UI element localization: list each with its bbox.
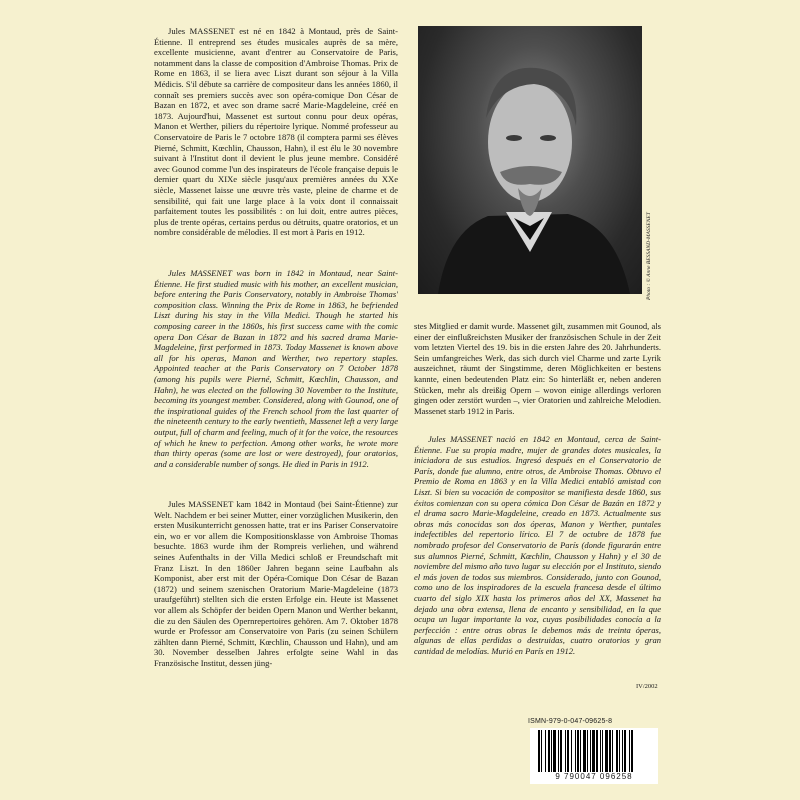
barcode-bar <box>605 730 608 772</box>
barcode-bar <box>558 730 559 772</box>
barcode-bar <box>577 730 579 772</box>
barcode-bar <box>575 730 576 772</box>
barcode-bar <box>622 730 623 772</box>
barcode-bar <box>602 730 603 772</box>
barcode-bar <box>560 730 562 772</box>
ismn-number: ISMN-979-0-047-09625-8 <box>528 718 613 725</box>
barcode-bar <box>580 730 581 772</box>
english-paragraph: Jules MASSENET was born in 1842 in Montaud, near Saint-Étienne. He first studied music with his mother, an excellent musician, before entering the Paris Conservatory, notably in Ambroise Thomas' composition class. Winning the Prix de Rome in 1863, he befriended Liszt during his stay in the Villa Medici. Though he started his composing career in the 1860s, his first success came with the comic opera Don César de Bazan in 1872 and his sacred drama Marie-Magdeleine, first performed in 1873. Today Massenet is known above all for his operas, Manon and Werther, two repertory staples. Appointed teacher at the Paris Conservatory on 7 October 1878 (among his pupils were Pierné, Schmitt, Kœchlin, Chausson, and Hahn), he was elected on the following 30 November to the Institute, becoming its youngest member. Considered, along with Gounod, one of the inspirational guides of the French school from the last quarter of the nineteenth century to the early twentieth, Massenet left a very large output, full of charm and feeling, much of it for the voice, the resources of which he knew to perfection. Among other works, he wrote more than thirty operas (some are lost or were destroyed), four oratorios, and a considerable number of songs. He died in Paris in 1912. <box>154 268 398 469</box>
barcode-bar <box>551 730 552 772</box>
barcode-bar <box>571 730 572 772</box>
barcode-bar <box>583 730 586 772</box>
barcode-bar <box>631 730 633 772</box>
barcode-bar <box>596 730 598 772</box>
barcode-bar <box>553 730 556 772</box>
german-paragraph: Jules MASSENET kam 1842 in Montaud (bei Saint-Étienne) zur Welt. Nachdem er bei seiner Mutter, einer vorzüglichen Musikerin, den ersten Musikunterricht genossen hatte, trat er ins Pariser Conservatoire ein, wo er vor allem die Kompositionsklasse von Ambroise Thomas besuchte. 1863 wurde ihm der Rompreis verliehen, und während seines Aufenthalts in der Villa Medici schloß er Freundschaft mit Franz Liszt. In den 1860er Jahren begann seine Laufbahn als Komponist, aber erst mit der Opéra-Comique Don César de Bazan (1872) und seinem szenischen Oratorium Marie-Magdeleine (1873 uraufgeführt) stellten sich die ersten Erfolge ein. Heute ist Massenet vor allem als Schöpfer der beiden Opern Manon und Werther bekannt, die zu den Säulen des Opernrepertoires gehören. Am 7. Oktober 1878 wurde er Professor am Conservatoire von Paris (zu seinen Schülern zählten dann Pierné, Schmitt, Kœchlin, Chausson und Hahn), und am 30. November desselben Jahres erfolgte seine Wahl in das Französische Institut, dessen jüng- <box>154 499 398 668</box>
barcode-bar <box>619 730 620 772</box>
barcode-bar <box>592 730 595 772</box>
barcode-bar <box>587 730 588 772</box>
barcode-bar <box>629 730 630 772</box>
spanish-paragraph: Jules MASSENET nació en 1842 en Montaud, cerca de Saint-Étienne. Fue su propia madre, mujer de grandes dotes musicales, la iniciadora de sus estudios. Ingresó después en el Conservatorio de París, donde fue alumno, entre otros, de Ambroise Thomas. Obtuvo el Premio de Roma en 1863 y en la Villa Medici entabló amistad con Liszt. Si bien su vocación de compositor se manifiesta desde 1860, sus éxitos comienzan con su opera cómica Don César de Bazán en 1872 y el drama sacro Marie-Magdeleine, creado en 1873. Actualmente sus obras más conocidas son dos óperas, Manon y Werther, puntales indefectibles del repertorio lírico. El 7 de octubre de 1878 fue nombrado profesor del Conservatorio de París (donde figurarán entre sus alumnos Pierné, Schmitt, Kœchlin, Chausson y Hahn) y el 30 de noviembre del mismo año tuvo lugar su elección por el Instituto, siendo el más joven de todos sus miembros. Considerado, junto con Gounod, como uno de los inspiradores de la escuela francesa desde el último cuarto del siglo XIX hasta los primeros años del XX, Massenet ha dejado una obra extensa, llena de encanto y sensibilidad, en la que ocupa un lugar importante la voz, cuyas posibilidades conocía a la perfección : entre otras obras le debemos más de treinta óperas, algunas de ellas perdidas o destruidas, cuatro oratorios y gran cantidad de melodías. Murió en París en 1912. <box>414 434 661 656</box>
barcode-bar <box>545 730 546 772</box>
german-biography-continued <box>414 321 661 416</box>
barcode-bar <box>541 730 542 772</box>
barcode-bar <box>600 730 601 772</box>
spanish-biography <box>414 434 661 656</box>
barcode <box>530 728 658 784</box>
portrait-photo <box>418 26 642 294</box>
barcode-bar <box>624 730 626 772</box>
german-biography <box>154 499 398 669</box>
english-biography <box>154 268 398 469</box>
barcode-digits: 9 790047 096258 <box>555 772 633 781</box>
french-paragraph: Jules MASSENET est né en 1842 à Montaud, près de Saint-Étienne. Il entreprend ses études musicales auprès de sa mère, excellente musicienne, avant d'entrer au Conservatoire de Paris, notamment dans la classe de composition d'Ambroise Thomas. Prix de Rome en 1863, il se liera avec Liszt durant son séjour à la Villa Médicis. S'il débute sa carrière de compositeur dans les années 1860, il connaît ses premiers succès avec son opéra-comique Don César de Bazan en 1872, et avec son drame sacré Marie-Magdeleine, créé en 1873. Aujourd'hui, Massenet est surtout connu pour deux opéras, Manon et Werther, piliers du répertoire lyrique. Nommé professeur au Conservatoire de Paris le 7 octobre 1878 (il comptera parmi ses élèves Pierné, Schmitt, Kœchlin, Chausson, Hahn), il est élu le 30 novembre suivant à l'Institut dont il devient le plus jeune membre. Considéré avec Gounod comme l'un des inspirateurs de l'école française depuis le dernier quart du XIXe siècle jusqu'aux premières années du XXe siècle, Massenet laisse une œuvre très vaste, pleine de charme et de sensibilité, qui fait une large place à la voix dont il connaissait parfaitement toutes les possibilités : on lui doit, entre autres pièces, plus de trente opéras, certains perdus ou détruits, quatre oratorios, et un nombre considérable de mélodies. Il est mort à Paris en 1912. <box>154 26 398 238</box>
barcode-bar <box>609 730 611 772</box>
barcode-bar <box>590 730 591 772</box>
portrait-illustration <box>418 26 642 294</box>
german-paragraph-continued: stes Mitglied er damit wurde. Massenet gilt, zusammen mit Gounod, als einer der einflußreichsten Musiker der französischen Schule in der Zeit vom letzten Viertel des 19. bis in die ersten Jahre des 20. Jahrhunderts. Sein umfangreiches Werk, das sich durch viel Charme und zarte Lyrik auszeichnet, räumt der Singstimme, deren Möglichkeiten er bestens kannte, einen bedeutenden Platz ein: So hinterläßt er, neben anderen Stücken, mehr als dreißig Opern – wovon einige allerdings verloren gingen oder zerstört wurden –, vier Oratorien und zahlreiche Melodien. Massenet starb 1912 in Paris. <box>414 321 661 416</box>
barcode-bar <box>538 730 540 772</box>
french-biography <box>154 26 398 238</box>
barcode-bar <box>612 730 613 772</box>
barcode-bar <box>548 730 550 772</box>
barcode-bar <box>616 730 618 772</box>
barcode-bar <box>565 730 566 772</box>
photo-credit: Photo : © Anne BESSAND-MASSENET <box>646 212 652 300</box>
barcode-bar <box>567 730 569 772</box>
edition-code: IV/2002 <box>636 683 658 690</box>
barcode-bars <box>538 730 652 772</box>
